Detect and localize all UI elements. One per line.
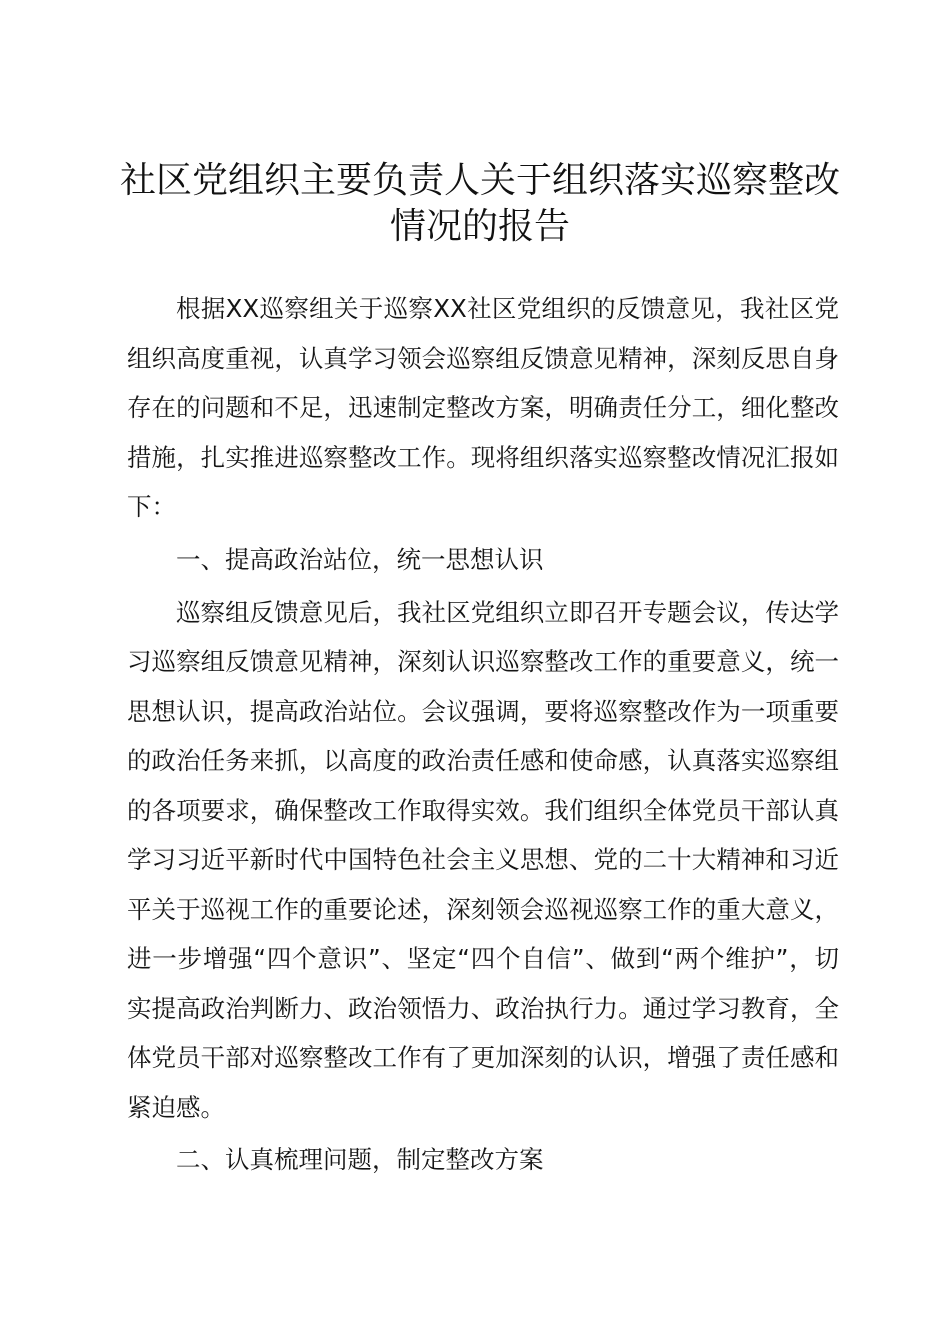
document-title: [110, 158, 850, 250]
title-line-1: 社区党组织主要负责人关于组织落实巡察整改: [119, 160, 840, 201]
section-heading-2: 二、认真梳理问题，制定整改方案: [176, 1145, 544, 1174]
paragraph-section-1: 巡察组反馈意见后，我社区党组织立即召开专题会议，传达学习巡察组反馈意见精神，深刻认识巡察整改工作的重要意义，统一思想认识，提高政治站位。会议强调，要将巡察整改作为一项重要的政治任务来抓，以高度的政治责任感和使命感，认真落实巡察组的各项要求，确保整改工作取得实效。我们组织全体党员干部认真学习习近平新时代中国特色社会主义思想、党的二十大精神和习近平关于巡视工作的重要论述，深刻领会巡视巡察工作的重大意义，进一步增强“四个意识”、坚定“四个自信”、做到“两个维护”，切实提高政治判断力、政治领悟力、政治执行力。通过学习教育，全体党员干部对巡察整改工作有了更加深刻的认识，增强了责任感和紧迫感。: [127, 597, 839, 1122]
paragraph-intro: 根据XX巡察组关于巡察XX社区党组织的反馈意见，我社区党组织高度重视，认真学习领会巡察组反馈意见精神，深刻反思自身存在的问题和不足，迅速制定整改方案，明确责任分工，细化整改措施，扎实推进巡察整改工作。现将组织落实巡察整改情况汇报如下：: [127, 294, 839, 521]
document-body: [127, 284, 839, 1188]
title-line-2: 情况的报告: [389, 206, 570, 247]
section-heading-1: 一、提高政治站位，统一思想认识: [176, 544, 544, 574]
